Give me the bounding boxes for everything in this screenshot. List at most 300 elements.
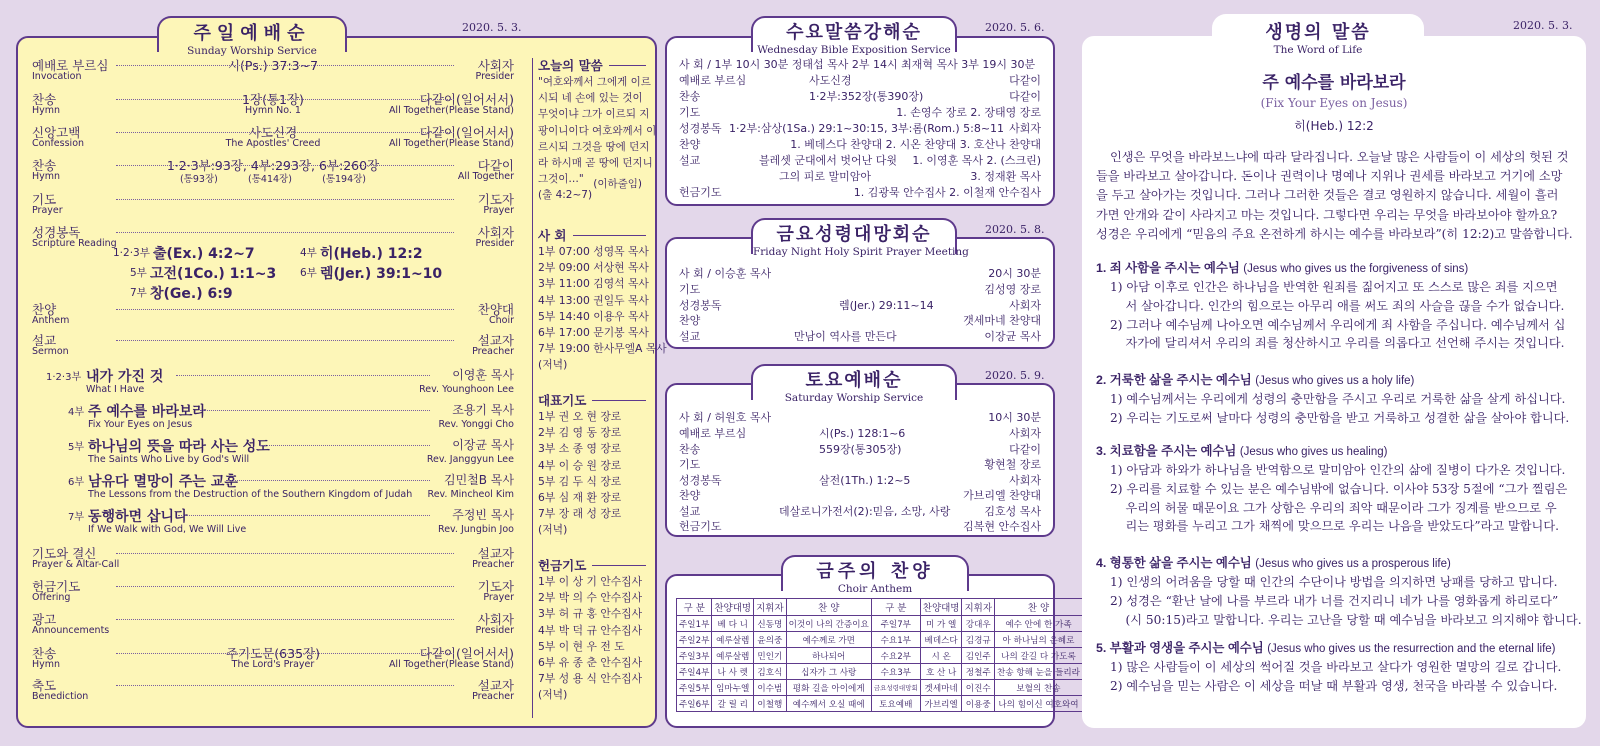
sermon-service: 1·2·3부 — [46, 372, 82, 383]
line-item: 559장(통305장) — [819, 442, 902, 456]
row-leader-en: Preacher — [472, 346, 514, 357]
wednesday-line — [679, 136, 1041, 151]
anthem-header-cell: 찬양대명 — [712, 599, 754, 616]
scripture-reference: 출(Ex.) 4:2~7 — [153, 246, 255, 262]
row-label: 찬송 — [32, 646, 57, 661]
sermon-title-en: What I Have — [86, 384, 145, 395]
sermon-title: 하나님의 뜻을 따라 사는 성도 — [88, 439, 270, 455]
anthem-cell: 예루살렘 — [712, 648, 754, 664]
row-leader: 기도자 — [477, 192, 514, 207]
anthem-cell: 주일2부 — [677, 632, 712, 648]
wednesday-line — [679, 120, 1041, 135]
side-line: 7부 19:00 한사무엘A 목사 — [538, 342, 667, 356]
anthem-table — [676, 598, 1083, 712]
preacher: 주정빈 목사 — [452, 508, 514, 522]
word-sermon-en: (Fix Your Eyes on Jesus) — [1260, 96, 1408, 110]
side-line: 5부 이 현 우 전 도 — [538, 639, 625, 653]
side-line: 팡이니이다 여호와께서 이 — [538, 124, 657, 137]
point-heading — [1096, 638, 1556, 656]
wednesday-title: 수요말씀강해순 — [786, 22, 922, 43]
anthem-row — [677, 648, 1083, 664]
anthem-cell: 예수 안에 한 가족 — [995, 616, 1083, 632]
point-line: 2) 우리는 기도로써 날마다 성령의 충만함을 받고 거룩하고 성결한 삶을 살아야 합니다. — [1110, 410, 1570, 425]
row-label: 찬양 — [32, 302, 57, 317]
side-line: 5부 김 두 식 장로 — [538, 474, 622, 488]
dotted-leader — [116, 553, 454, 554]
row-leader-en: Presider — [475, 238, 514, 249]
anthem-cell: 이철행 — [754, 696, 787, 712]
row-item-en: Hymn No. 1 — [245, 105, 301, 116]
row-label: 축도 — [32, 678, 57, 693]
row-item: 1장(통1장) — [242, 92, 304, 107]
point-line: (시 50:15)라고 말합니다. 우리는 고난을 당할 때 예수님을 바라보고 의지해야 합니다. — [1110, 612, 1582, 627]
dotted-leader — [176, 375, 430, 376]
point-heading — [1096, 370, 1414, 388]
worship-row — [32, 156, 514, 186]
row-item: 1·2·3부:93장, 4부:293장, 6부:260장 — [166, 158, 380, 173]
point-line: 2) 우리를 치료할 수 있는 분은 예수님밖에 없습니다. 이사야 53장 5절에 “그가 찔림은 — [1110, 481, 1568, 496]
anthem-cell: 정철주 — [962, 664, 995, 680]
side-block-offering — [538, 556, 646, 704]
row-item-en: The Lord's Prayer — [231, 659, 315, 670]
side-line: (저녁) — [538, 523, 568, 537]
anthem-cell: 수요3부 — [871, 664, 920, 680]
line-leader: 다같이 — [1009, 74, 1041, 87]
scripture-service: 7부 — [130, 287, 147, 299]
worship-row — [32, 56, 514, 86]
sermon-title-en: Fix Your Eyes on Jesus — [88, 419, 193, 430]
row-leader: 다같이(일어서서) — [419, 646, 514, 661]
saturday-title: 토요예배순 — [805, 370, 903, 391]
preacher-en: Rev. Yonggi Cho — [438, 419, 514, 430]
preacher-en: Rev. Jungbin Joo — [438, 524, 514, 535]
line-item: 렘(Jer.) 29:11~14 — [839, 298, 934, 312]
worship-row — [32, 300, 514, 330]
anthem-cell: 이것이 나의 간증이요 — [786, 616, 871, 632]
dotted-leader — [116, 586, 454, 587]
row-leader: 설교자 — [477, 333, 514, 348]
line-leader: 1. 김광묵 안수집사 2. 이철재 안수집사 — [853, 186, 1041, 199]
point-title: 2. 거룩한 삶을 주시는 예수님 — [1096, 373, 1252, 387]
line-label: 설교 — [679, 329, 701, 343]
line-leader: 사회자 — [1009, 473, 1041, 487]
worship-row — [32, 610, 514, 640]
sermon-entry — [68, 401, 514, 435]
row-label-en: Offering — [32, 592, 71, 603]
line-label: 설교 — [679, 504, 701, 518]
anthem-cell: 주일3부 — [677, 648, 712, 664]
row-leader-en: All Together — [457, 171, 514, 182]
side-line: 1부 권 오 현 장로 — [538, 410, 622, 423]
line-leader: 1. 이영훈 목사 2. (스크린) — [912, 154, 1041, 167]
sermon-service: 6부 — [68, 477, 85, 488]
line-leader: 갯세마네 찬양대 — [963, 314, 1041, 327]
side-line: 4부 이 승 원 장로 — [538, 458, 622, 472]
dotted-leader — [116, 309, 454, 310]
point-line: 1) 아담과 하와가 하나님을 반역함으로 말미암아 인간의 삶에 질병이 다가온 것입니다. — [1110, 463, 1566, 477]
row-leader-en: Presider — [475, 625, 514, 636]
side-line: 6부 심 재 환 장로 — [538, 491, 622, 505]
row-label: 찬송 — [32, 158, 57, 173]
anthem-cell: 주일1부 — [677, 616, 712, 632]
anthem-cell: 예수께서 오실 때에 — [786, 696, 871, 712]
anthem-header-cell: 찬양대명 — [920, 599, 962, 616]
anthem-header-row — [677, 599, 1083, 616]
worship-row — [32, 544, 514, 574]
row-leader: 사회자 — [477, 612, 514, 627]
worship-row — [32, 123, 514, 153]
anthem-cell: 십자가 그 사랑 — [786, 664, 871, 680]
dotted-leader — [116, 132, 454, 133]
friday-line — [679, 281, 1041, 296]
anthem-cell: 예수께로 가면 — [786, 632, 871, 648]
worship-row — [32, 90, 514, 120]
side-line: 4부 박 덕 규 안수집사 — [538, 623, 643, 637]
line-item: 1·2부:삼상(1Sa.) 29:1~30:15, 3부:롬(Rom.) 5:8~11 — [729, 122, 1005, 135]
anthem-cell: 나의 갈길 다 가도록 — [995, 648, 1083, 664]
sermon-entry — [68, 436, 514, 470]
anthem-cell: 수요1부 — [871, 632, 920, 648]
friday-lines — [679, 281, 1041, 345]
row-label: 찬송 — [32, 92, 57, 107]
line-label: 찬양 — [679, 314, 701, 327]
dotted-leader — [116, 65, 454, 66]
preacher: 김민철B 목사 — [443, 473, 514, 487]
sermon-entry — [68, 471, 514, 505]
line-leader: 가브리엘 찬양대 — [963, 489, 1041, 502]
side-heading-today_word: 오늘의 말씀 — [538, 56, 646, 74]
anthem-row — [677, 680, 1083, 696]
scripture-service: 6부 — [300, 267, 317, 279]
wednesday-title-tab — [751, 16, 957, 56]
point-line: 리는 평화를 누리고 그가 채찍에 맞으므로 우리는 나음을 받았도다”라고 말합니다. — [1110, 519, 1559, 534]
anthem-subtitle: Choir Anthem — [837, 583, 913, 595]
wednesday-line — [679, 104, 1041, 119]
anthem-cell: 토요예배 — [871, 696, 920, 712]
side-line: 7부 장 래 성 장로 — [538, 507, 622, 521]
point-title-en: (Jesus who gives us the forgiveness of sins) — [1243, 263, 1469, 275]
line-label: 찬송 — [679, 90, 701, 103]
row-label: 신앙고백 — [32, 125, 81, 140]
row-leader: 다같이(일어서서) — [419, 92, 514, 107]
anthem-cell: 베데스다 — [920, 632, 962, 648]
row-label: 광고 — [32, 612, 57, 627]
side-line: 4부 13:00 권일두 목사 — [538, 293, 649, 307]
preacher: 조용기 목사 — [452, 403, 514, 417]
row-leader: 찬양대 — [477, 302, 514, 317]
worship-row — [32, 190, 514, 220]
anthem-cell: 찬송 항해 눈을 들리라 — [995, 664, 1083, 680]
anthem-cell: 윤의중 — [754, 632, 787, 648]
row-label: 설교 — [32, 333, 57, 348]
line-leader: 다같이 — [1009, 90, 1041, 103]
intro-line: 가면 안개와 같이 사라지고 마는 것입니다. 그렇다면 우리는 무엇을 바라보아야 할까요? — [1096, 207, 1558, 222]
row-label: 기도와 결신 — [32, 546, 97, 561]
friday-title-tab — [751, 218, 969, 258]
word-title: 생명의 말씀 — [1265, 22, 1371, 43]
point-heading — [1096, 258, 1468, 276]
row-item: 시(Ps.) 37:3~7 — [227, 58, 319, 73]
point-line: 2) 예수님을 믿는 사람은 이 세상을 떠날 때 부활과 영생, 천국을 바라볼 수 있습니다. — [1110, 678, 1558, 693]
dotted-leader — [260, 445, 430, 446]
preacher: 이영훈 목사 — [452, 368, 514, 382]
preacher-en: Rev. Younghoon Lee — [419, 384, 514, 395]
row-label-en: Scripture Reading — [32, 238, 117, 249]
anthem-cell: 수요2부 — [871, 648, 920, 664]
row-leader: 다같이(일어서서) — [419, 125, 514, 140]
anthem-cell: 갈 릴 리 — [712, 696, 754, 712]
row-item: 사도신경 — [248, 125, 298, 140]
dotted-leader — [178, 515, 430, 516]
row-leader: 설교자 — [477, 546, 514, 561]
wednesday-line — [679, 72, 1041, 87]
row-label-en: Benediction — [32, 691, 89, 702]
sermon-title: 동행하면 삽니다 — [88, 509, 188, 525]
today-word-ref: (이하줄임) — [593, 178, 642, 190]
anthem-header-cell: 찬 양 — [995, 599, 1083, 616]
anthem-cell: 예루살렘 — [712, 632, 754, 648]
word-date: 2020. 5. 3. — [1513, 19, 1573, 32]
side-line: 1부 07:00 성영목 목사 — [538, 245, 649, 258]
anthem-cell: 하나되어 — [786, 648, 871, 664]
side-line: 2부 김 영 동 장로 — [538, 426, 622, 440]
anthem-cell: 신동명 — [754, 616, 787, 632]
anthem-cell: 이진수 — [962, 680, 995, 696]
side-line: 라 하시매 곧 땅에 던지니 — [538, 157, 653, 170]
point-title-en: (Jesus who gives us the resurrection and the eternal life) — [1267, 643, 1556, 655]
anthem-cell: 보혈의 찬송 — [995, 680, 1083, 696]
anthem-cell: 주일4부 — [677, 664, 712, 680]
anthem-cell: 주일5부 — [677, 680, 712, 696]
point-line: 2) 그러나 예수님께 나아오면 예수님께서 우리에게 죄 사함을 주십니다. 예수님께서 십 — [1110, 317, 1566, 332]
anthem-header-cell: 지휘자 — [754, 599, 787, 616]
saturday-line — [679, 441, 1041, 456]
anthem-cell: 김경규 — [962, 632, 995, 648]
line-label: 성경봉독 — [679, 473, 722, 487]
wednesday-line — [679, 152, 1041, 167]
anthem-cell: 가브리엘 — [920, 696, 962, 712]
sermon-entry — [46, 366, 514, 400]
anthem-header-cell: 찬 양 — [786, 599, 871, 616]
row-label: 기도 — [32, 192, 57, 207]
side-line: 6부 17:00 문기봉 목사 — [538, 326, 649, 340]
wednesday-line — [679, 184, 1041, 199]
side-heading-presiders: 사 회 — [538, 226, 646, 244]
scripture-service: 1·2·3부 — [113, 247, 150, 259]
point-line: 1) 아담 이후로 인간은 하나님을 반역한 원죄를 짊어지고 또 스스로 많은 죄를 지으면 — [1110, 280, 1558, 294]
scripture-reference: 고전(1Co.) 1:1~3 — [150, 266, 277, 282]
line-leader: 1. 베데스다 찬양대 2. 시온 찬양대 3. 호산나 찬양대 — [790, 138, 1041, 151]
preacher-en: Rev. Janggyun Lee — [426, 454, 514, 465]
anthem-header-cell: 구 분 — [871, 599, 920, 616]
scripture-reference: 창(Ge.) 6:9 — [150, 286, 233, 302]
row-label-en: Anthem — [32, 315, 70, 326]
anthem-cell: 민인기 — [754, 648, 787, 664]
line-item: 살전(1Th.) 1:2~5 — [819, 473, 911, 487]
anthem-cell: 나의 힘이신 여호와여 — [995, 696, 1083, 712]
saturday-subtitle: Saturday Worship Service — [784, 392, 924, 404]
row-item: 주기도문(635장) — [226, 646, 320, 661]
row-leader: 사회자 — [477, 58, 514, 73]
dotted-leader — [116, 199, 454, 200]
point-heading — [1096, 553, 1451, 571]
row-leader-en: All Together(Please Stand) — [388, 138, 514, 149]
line-label: 예배로 부르심 — [679, 427, 747, 440]
line-item: 만남이 역사를 만든다 — [794, 329, 897, 343]
row-leader-en: Prayer — [483, 205, 514, 216]
sunday-order — [18, 56, 528, 726]
line-leader: 다같이 — [1009, 442, 1041, 456]
line-item: 그의 피로 말미암아 — [779, 170, 872, 183]
anthem-cell: 나 사 렛 — [712, 664, 754, 680]
row-leader-en: Presider — [475, 71, 514, 82]
sunday-title-tab — [157, 16, 347, 57]
wednesday-date: 2020. 5. 6. — [985, 21, 1045, 34]
word-body — [1096, 148, 1582, 724]
line-label: 예배로 부르심 — [679, 74, 747, 87]
anthem-cell: 금요성령대망회 — [871, 680, 920, 696]
point-line: 1) 인생의 어려움을 당할 때 인간의 수단이나 방법을 의지하면 낭패를 당하고 맙니다. — [1110, 575, 1558, 589]
row-label-en: Sermon — [32, 346, 69, 357]
row-label-en: Prayer & Altar-Call — [32, 559, 120, 570]
line-leader: 사회자 — [1009, 298, 1041, 312]
side-block-prayer — [538, 391, 646, 539]
anthem-header-cell: 구 분 — [677, 599, 712, 616]
row-label-en: Hymn — [32, 171, 61, 182]
scripture-reference: 히(Heb.) 12:2 — [320, 246, 423, 262]
anthem-cell: 주일7부 — [871, 616, 920, 632]
line-leader: 사회자 — [1009, 427, 1041, 440]
row-leader-en: Choir — [488, 315, 514, 326]
line-label: 기도 — [679, 458, 701, 471]
line-label: 찬양 — [679, 138, 701, 151]
scripture-service: 4부 — [300, 247, 317, 259]
line-item: 시(Ps.) 128:1~6 — [819, 427, 906, 440]
wednesday-line — [679, 168, 1041, 183]
dotted-leader — [200, 410, 430, 411]
line-leader: 김복현 안수집사 — [963, 520, 1041, 533]
sermon-title: 주 예수를 바라보라 — [88, 404, 206, 420]
preacher: 이장균 목사 — [452, 438, 514, 452]
row-label: 예배로 부르심 — [32, 58, 109, 73]
sunday-subtitle: Sunday Worship Service — [187, 45, 317, 57]
row-item-en: (통93장) (통414장) (통194장) — [179, 174, 367, 185]
side-line: 2부 09:00 서상현 목사 — [538, 261, 649, 275]
point-line: 우리의 허물 때문이요 그가 상함은 우리의 죄악 때문이라 그가 징계를 받으므로 우 — [1110, 500, 1557, 515]
worship-row — [32, 331, 514, 361]
sunday-side-column — [538, 56, 667, 726]
saturday-line — [679, 472, 1041, 487]
anthem-row — [677, 632, 1083, 648]
point-title: 3. 치료함을 주시는 예수님 — [1096, 444, 1237, 458]
point-title-en: (Jesus who gives us a holy life) — [1255, 375, 1415, 387]
line-item: 데살로니가전서(2):믿음, 소망, 사랑 — [779, 504, 951, 518]
anthem-cell: 김인주 — [962, 648, 995, 664]
anthem-cell: 이용중 — [962, 696, 995, 712]
anthem-header-cell: 지휘자 — [962, 599, 995, 616]
point-title: 1. 죄 사함을 주시는 예수님 — [1096, 261, 1240, 275]
row-label: 헌금기도 — [32, 579, 81, 594]
row-leader: 다같이 — [477, 158, 514, 173]
line-label: 성경봉독 — [679, 122, 722, 135]
line-leader: 김성영 장로 — [984, 283, 1041, 296]
row-leader-en: Preacher — [472, 691, 514, 702]
row-label-en: Hymn — [32, 105, 61, 116]
saturday-lines — [679, 425, 1041, 533]
anthem-title: 금주의 찬양 — [816, 561, 934, 582]
line-leader: 사회자 — [1009, 122, 1041, 135]
line-label: 기도 — [679, 283, 701, 296]
friday-time: 20시 30분 — [988, 267, 1041, 280]
dotted-leader — [116, 619, 454, 620]
side-line: (출 4:2~7) — [538, 189, 593, 202]
side-line: 3부 허 규 홍 안수집사 — [538, 607, 643, 621]
dotted-leader — [116, 340, 454, 341]
row-leader: 설교자 — [477, 678, 514, 693]
row-label-en: Confession — [32, 138, 85, 149]
saturday-header: 사 회 / 허원호 목사 — [679, 411, 772, 424]
intro-line: 을 두고 살아가는 것입니다. 그러나 그러한 것들은 결코 영원하지 않습니다. 세월이 흘러 — [1096, 188, 1559, 203]
side-line: 그것이…" — [538, 173, 584, 186]
worship-row — [32, 676, 514, 706]
anthem-cell: 베 다 니 — [712, 616, 754, 632]
preacher-en: Rev. Mincheol Kim — [427, 489, 514, 500]
row-leader: 사회자 — [477, 225, 514, 240]
friday-line — [679, 312, 1041, 327]
anthem-cell: 김호식 — [754, 664, 787, 680]
side-line: (저녁) — [538, 358, 568, 372]
sermon-title: 남유다 멸망이 주는 교훈 — [88, 474, 238, 490]
line-leader: 황현철 장로 — [984, 458, 1041, 471]
sunday-date: 2020. 5. 3. — [462, 21, 522, 34]
wednesday-subtitle: Wednesday Bible Exposition Service — [757, 44, 951, 56]
sermon-service: 4부 — [68, 407, 85, 418]
point-title-en: (Jesus who gives us a prosperous life) — [1255, 558, 1451, 570]
side-line: 5부 14:40 이용우 목사 — [538, 309, 649, 323]
sermon-title-en: If We Walk with God, We Will Live — [88, 524, 247, 535]
dotted-leader — [116, 232, 454, 233]
line-item: 사도신경 — [809, 74, 852, 87]
worship-row — [32, 644, 514, 674]
intro-line: 들을 바라보고 살아갑니다. 돈이나 권력이나 명예나 지위나 권세를 바라보고 거기에 소망 — [1096, 169, 1563, 184]
point-line: 1) 많은 사람들이 이 세상의 썩어질 것을 바라보고 살다가 영원한 멸망의 길로 갑니다. — [1110, 660, 1562, 674]
anthem-cell: 평화 길을 아이에게 — [786, 680, 871, 696]
row-label: 성경봉독 — [32, 225, 81, 240]
wednesday-header: 사 회 / 1부 10시 30분 정태섭 목사 2부 14시 최재혁 목사 3부 19시 30분 — [679, 58, 1036, 71]
line-label: 헌금기도 — [679, 520, 722, 533]
point-heading — [1096, 441, 1387, 459]
sunday-divider — [532, 58, 533, 718]
dotted-leader — [116, 653, 454, 654]
line-label: 성경봉독 — [679, 298, 722, 312]
line-item: 1·2부:352장(통390장) — [809, 90, 924, 103]
side-line: 6부 유 종 춘 안수집사 — [538, 656, 643, 670]
point-line: 자가에 달리셔서 우리의 죄를 청산하시고 우리를 의롭다고 선언해 주시는 것입니다. — [1110, 336, 1565, 351]
row-label-en: Prayer — [32, 205, 63, 216]
row-leader-en: Preacher — [472, 559, 514, 570]
side-line: (저녁) — [538, 688, 568, 702]
line-label: 헌금기도 — [679, 186, 722, 199]
row-leader-en: All Together(Please Stand) — [388, 105, 514, 116]
dotted-leader — [116, 685, 454, 686]
side-line: 무엇이냐 그가 이르되 지 — [538, 108, 650, 121]
saturday-line — [679, 503, 1041, 518]
line-label: 설교 — [679, 154, 701, 167]
row-label-en: Invocation — [32, 71, 82, 82]
line-leader: 1. 손영수 장로 2. 장태영 장로 — [896, 106, 1041, 119]
anthem-cell: 겟세마네 — [920, 680, 962, 696]
row-item-en: The Apostles' Creed — [225, 138, 321, 149]
